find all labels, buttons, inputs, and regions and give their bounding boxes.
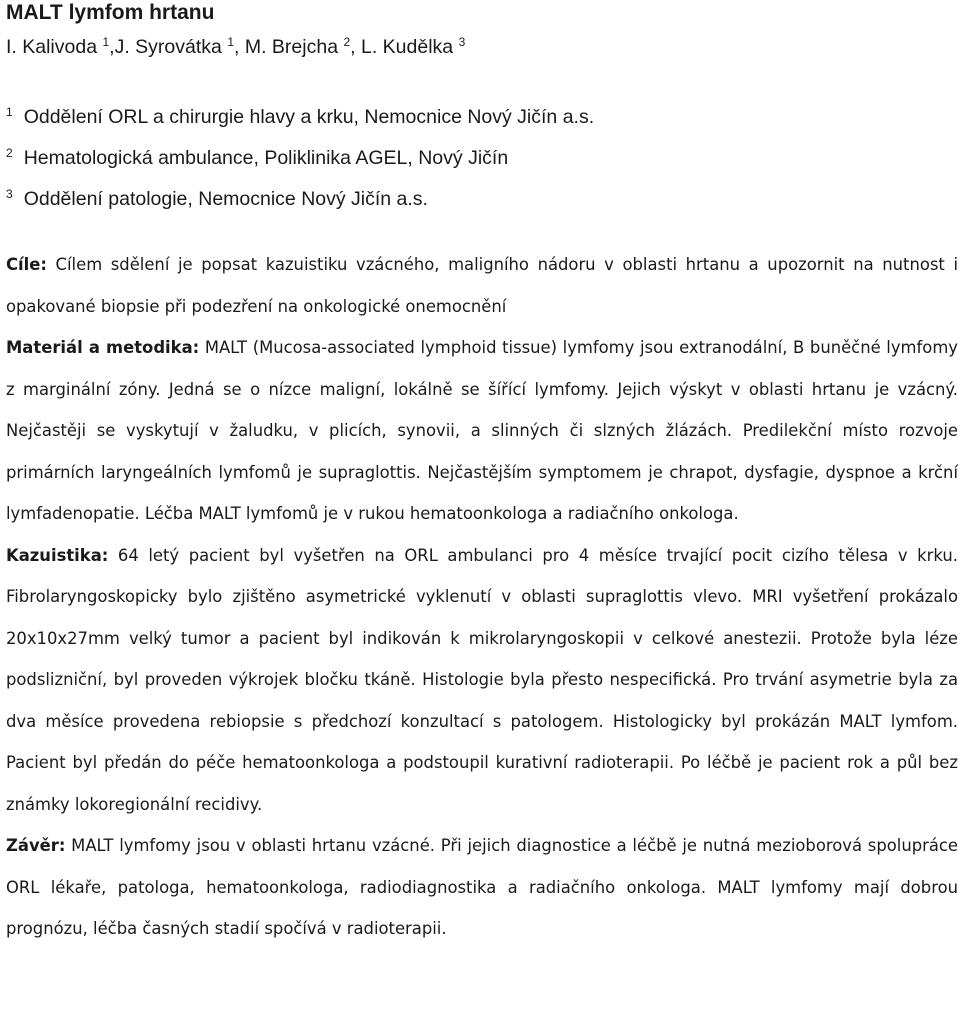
conclusion-text: MALT lymfomy jsou v oblasti hrtanu vzácné. Při jejich diagnostice a léčbě je nutná mezioborová spolupráce ORL lékaře, patologa, hematoonkologa, radiodiagnostika a radiačního onkologa. MALT lymfomy mají dobrou prognózu, léčba časných stadií spočívá v radioterapii. (6, 836, 958, 938)
abstract-body (6, 244, 958, 950)
author-affiliation-number: 1 (227, 35, 234, 49)
case-paragraph (6, 535, 958, 826)
case-label: Kazuistika: (6, 545, 109, 565)
goals-label: Cíle: (6, 255, 47, 274)
affiliation-list (6, 105, 958, 228)
document-title: MALT lymfom hrtanu (6, 1, 215, 24)
affiliation-text: Oddělení patologie, Nemocnice Nový Jičín a.s. (23, 188, 428, 210)
author-separator: , (350, 36, 361, 58)
author-affiliation-number: 1 (102, 35, 110, 49)
author-name: I. Kalivoda (6, 36, 103, 58)
affiliation-item (6, 146, 958, 187)
affiliation-item (6, 187, 958, 228)
affiliation-number: 2 (6, 146, 13, 160)
methods-paragraph (6, 327, 958, 535)
affiliation-item (6, 105, 958, 146)
conclusion-paragraph (6, 825, 958, 950)
affiliation-text: Oddělení ORL a chirurgie hlavy a krku, Nemocnice Nový Jičín a.s. (23, 106, 595, 128)
affiliation-text: Hematologická ambulance, Poliklinika AGEL, Nový Jičín (23, 147, 509, 169)
affiliation-number: 1 (6, 105, 13, 119)
author-separator: , (109, 36, 115, 58)
case-text: 64 letý pacient byl vyšetřen na ORL ambulanci pro 4 měsíce trvající pocit cizího tělesa v krku. Fibrolaryngoskopicky bylo zjištěno asymetrické vyklenutí v oblasti supraglottis vlevo. MRI vyšetření prokázalo 20x10x27mm velký tumor a pacient byl indikován k mikrolaryngoskopii v celkové anestezii. Protože byla léze podslizniční, byl proveden výkrojek bločku tkáně. Histologie byla přesto nespecifická. Pro trvání asymetrie byla za dva měsíce provedena rebiopsie s předchozí konzultací s patologem. Histologicky byl prokázán MALT lymfom. Pacient byl předán do péče hematoonkologa a podstoupil kurativní radioterapii. Po léčbě je pacient rok a půl bez známky lokoregionální recidivy. (6, 545, 958, 814)
methods-text: MALT (Mucosa-associated lymphoid tissue) lymfomy jsou extranodální, B buněčné lymfomy z marginální zóny. Jedná se o nízce maligní, lokálně se šířící lymfomy. Jejich výskyt v oblasti hrtanu je vzácný. Nejčastěji se vyskytují v žaludku, v plicích, synovii, a slinných či slzných žlázách. Predilekční místo rozvoje primárních laryngeálních lymfomů je supraglottis. Nejčastějším symptomem je chrapot, dysfagie, dyspnoe a krční lymfadenopatie. Léčba MALT lymfomů je v rukou hematoonkologa a radiačního onkologa. (6, 338, 958, 523)
author-affiliation-number: 2 (343, 35, 351, 49)
author-affiliation-number: 3 (458, 35, 466, 49)
affiliation-number: 3 (6, 187, 13, 201)
goals-paragraph (6, 244, 958, 327)
goals-text: Cílem sdělení je popsat kazuistiku vzácného, maligního nádoru v oblasti hrtanu a upozornit na nutnost i opakované biopsie při podezření na onkologické onemocnění (6, 255, 958, 316)
methods-label: Materiál a metodika: (6, 338, 200, 357)
conclusion-label: Závěr: (6, 836, 66, 855)
author-name: M. Brejcha (244, 36, 344, 58)
author-name: L. Kudělka (361, 36, 459, 58)
document-page (6, 0, 958, 950)
author-name: J. Syrovátka (114, 36, 228, 58)
author-separator: , (234, 36, 245, 58)
author-list (6, 35, 958, 59)
